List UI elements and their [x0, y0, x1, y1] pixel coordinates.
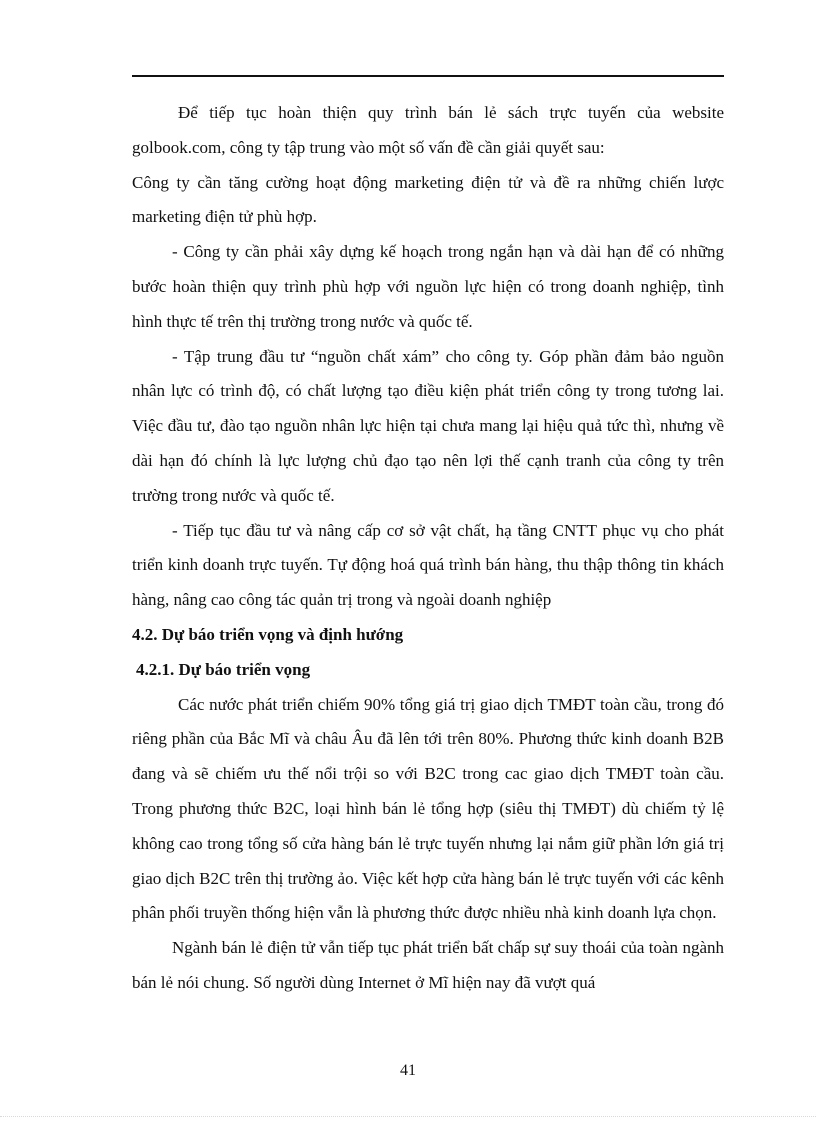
page-bottom-border: [0, 1116, 816, 1117]
paragraph-e-retail: Ngành bán lẻ điện tử vẫn tiếp tục phát triển bất chấp sự suy thoái của toàn ngành bán lẻ nói chung. Số người dùng Internet ở Mĩ hiện nay đã vượt quá: [132, 938, 724, 992]
subsection-heading: 4.2.1. Dự báo triển vọng: [136, 659, 311, 679]
bullet-human-resources: - Tập trung đầu tư “nguồn chất xám” cho công ty. Góp phần đảm bảo nguồn nhân lực có trình độ, có chất lượng tạo điều kiện phát triển công ty trong tương lai. Việc đầu tư, đào tạo nguồn nhân lực hiện tại chưa mang lại hiệu quả tức thì, nhưng về dài hạn đó chính là lực lượng chủ đạo tạo nên lợi thế cạnh tranh của công ty trên trường trong nước và quốc tế.: [132, 346, 724, 505]
paragraph-marketing: Công ty cần tăng cường hoạt động marketing điện tử và đề ra những chiến lược marketing điện tử phù hợp.: [132, 172, 724, 227]
bullet-infrastructure: - Tiếp tục đầu tư và nâng cấp cơ sở vật chất, hạ tầng CNTT phục vụ cho phát triển kinh doanh trực tuyến. Tự động hoá quá trình bán hàng, thu thập thông tin khách hàng, nâng cao công tác quản trị trong và ngoài doanh nghiệp: [132, 520, 724, 610]
section-heading: 4.2. Dự báo triển vọng và định hướng: [132, 624, 404, 644]
page-content: [132, 96, 724, 1001]
header-rule: [132, 75, 724, 77]
page-number: 41: [400, 1062, 416, 1079]
paragraph-forecast: Các nước phát triển chiếm 90% tổng giá trị giao dịch TMĐT toàn cầu, trong đó riêng phần của Bắc Mĩ và châu Âu đã lên tới trên 80%. Phương thức kinh doanh B2B đang và sẽ chiếm ưu thế nổi trội so với B2C trong cac giao dịch TMĐT toàn cầu. Trong phương thức B2C, loại hình bán lẻ tổng hợp (siêu thị TMĐT) dù chiếm tỷ lệ không cao trong tổng số cửa hàng bán lẻ trực tuyến nhưng lại nắm giữ phần lớn giá trị giao dịch B2C trên thị trường ảo. Việc kết hợp cửa hàng bán lẻ trực tuyến với các kênh phân phối truyền thống hiện vẫn là phương thức được nhiều nhà kinh doanh lựa chọn.: [132, 694, 724, 923]
paragraph-intro: Để tiếp tục hoàn thiện quy trình bán lẻ sách trực tuyến của website golbook.com, công ty tập trung vào một số vấn đề cần giải quyết sau:: [132, 103, 724, 157]
bullet-plan: - Công ty cần phải xây dựng kế hoạch trong ngắn hạn và dài hạn để có những bước hoàn thiện quy trình phù hợp với nguồn lực hiện có trong doanh nghiệp, tình hình thực tế trên thị trường trong nước và quốc tế.: [132, 242, 724, 331]
